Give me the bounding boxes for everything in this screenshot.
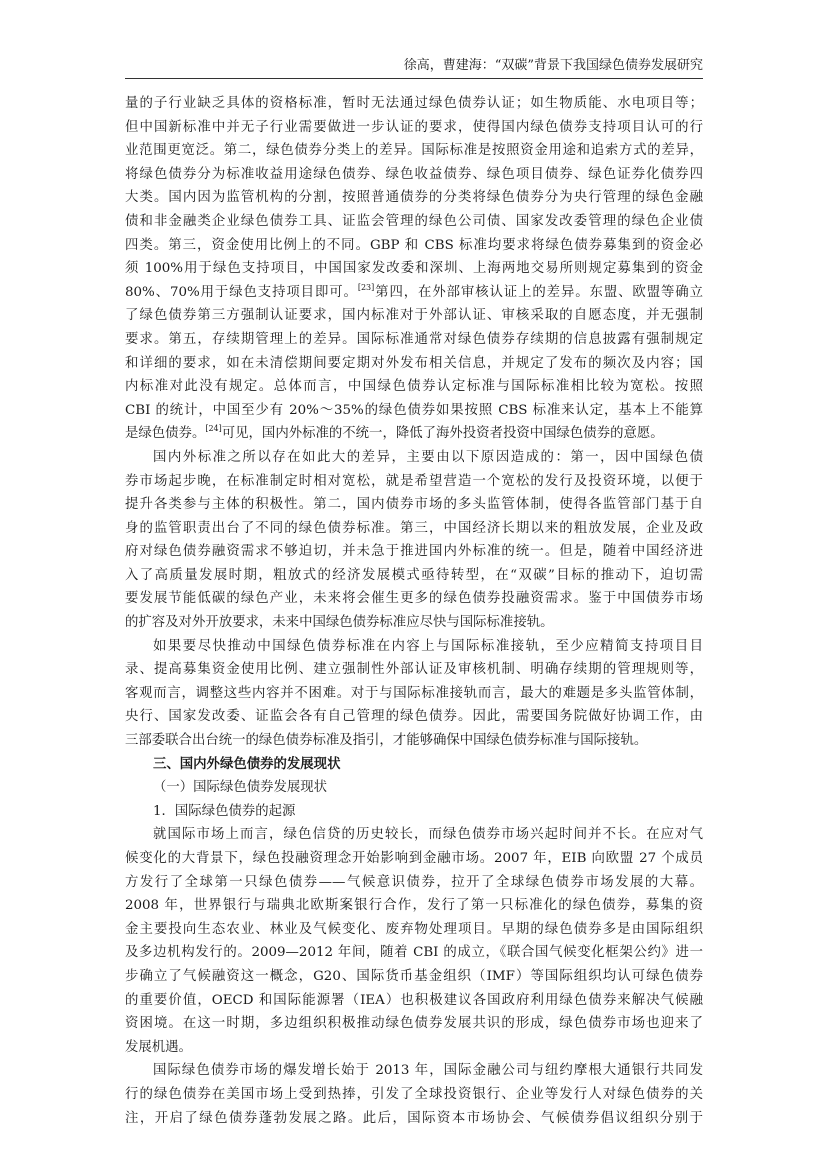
citation-marker: [23] xyxy=(357,282,375,292)
line-text: 须 100%用于绿色支持项目，中国国家发改委和深圳、上海两地交易所则规定募集到的资金 xyxy=(125,261,703,277)
line-text: 金主要投向生态农业、林业及气候变化、废弃物处理项目。早期的绿色债券多是由国际组织 xyxy=(125,921,703,937)
text-line xyxy=(125,918,703,942)
text-line xyxy=(125,611,703,635)
text-line xyxy=(125,328,703,352)
line-text: 步确立了气候融资这一概念，G20、国际货币基金组织（IMF）等国际组织均认可绿色债券 xyxy=(125,968,703,984)
line-text: 方发行了全球第一只绿色债券——气候意识债券，拉开了全球绿色债券市场发展的大幕。 xyxy=(125,874,703,890)
line-text: CBI 的统计，中国至少有 20%～35%的绿色债券如果按照 CBS 标准来认定，基本上不能算 xyxy=(125,402,703,418)
text-line xyxy=(125,139,703,163)
sub-subsection-heading xyxy=(125,800,703,824)
line-text: 如果要尽快推动中国绿色债券标准在内容上与国际标准接轨，至少应精简支持项目目 xyxy=(153,638,703,654)
text-line xyxy=(125,1012,703,1036)
line-text: 量的子行业缺乏具体的资格标准，暂时无法通过绿色债券认证；如生物质能、水电项目等； xyxy=(125,96,703,111)
line-text: 就国际市场上而言，绿色信贷的历史较长，而绿色债券市场兴起时间并不长。在应对气 xyxy=(153,827,703,843)
line-text: 客观而言，调整这些内容并不困难。对于与国际标准接轨而言，最大的难题是多头监管体制， xyxy=(125,685,703,701)
text-line xyxy=(125,163,703,187)
line-text: （一）国际绿色债券发展现状 xyxy=(153,780,328,796)
line-text: 是绿色债券。 xyxy=(125,426,206,442)
text-line xyxy=(125,304,703,328)
line-text: 内标准对此没有规定。总体而言，中国绿色债券认定标准与国际标准相比较为宽松。按照 xyxy=(125,379,703,395)
line-text: 身的监管职责出台了不同的绿色债券标准。第三，中国经济长期以来的粗放发展，企业及政 xyxy=(125,520,703,536)
line-text: 及多边机构发行的。2009—2012 年间，随着 CBI 的成立，《联合国气候变化框架公约》进一 xyxy=(125,945,703,961)
text-line xyxy=(125,470,703,494)
text-line xyxy=(125,989,703,1013)
text-line xyxy=(125,823,703,847)
text-line xyxy=(125,517,703,541)
text-line xyxy=(125,682,703,706)
text-line xyxy=(125,446,703,470)
line-text: 注，开启了绿色债券蓬勃发展之路。此后，国际资本市场协会、气候债券倡议组织分别于 xyxy=(125,1110,703,1126)
line-text: 第四，在外部审核认证上的差异。东盟、欧盟等确立 xyxy=(374,284,703,300)
article-body xyxy=(125,92,703,1130)
text-line xyxy=(125,871,703,895)
text-line xyxy=(125,635,703,659)
text-line xyxy=(125,281,703,305)
line-text: 将绿色债券分为标准收益用途绿色债券、绿色收益债券、绿色项目债券、绿色证券化债券四 xyxy=(125,166,703,182)
line-text: 债和非金融类企业绿色债券工具、证监会管理的绿色公司债、国家发改委管理的绿色企业债 xyxy=(125,213,703,229)
line-text: 入了高质量发展时期，粗放式的经济发展模式亟待转型，在“双碳”目标的推动下，迫切需 xyxy=(125,567,703,583)
text-line xyxy=(125,847,703,871)
line-text: 候变化的大背景下，绿色投融资理念开始影响到金融市场。2007 年，EIB 向欧盟 27 个成员 xyxy=(125,851,703,866)
line-text: 资困境。在这一时期，多边组织积极推动绿色债券发展共识的形成，绿色债券市场也迎来了 xyxy=(125,1016,703,1032)
line-text: 四类。第三，资金使用比例上的不同。GBP 和 CBS 标准均要求将绿色债券募集到的资金必 xyxy=(125,237,703,253)
text-line xyxy=(125,1083,703,1107)
section-heading xyxy=(125,753,703,777)
line-text: 大类。国内因为监管机构的分割，按照普通债券的分类将绿色债券分为央行管理的绿色金融 xyxy=(125,190,703,206)
text-line xyxy=(125,658,703,682)
line-text: 央行、国家发改委、证监会各有自己管理的绿色债券。因此，需要国务院做好协调工作，由 xyxy=(125,709,703,725)
text-line xyxy=(125,92,703,116)
running-head: 徐高，曹建海：“双碳”背景下我国绿色债券发展研究 xyxy=(403,58,703,73)
line-text: 可见，国内外标准的不统一，降低了海外投资者投资中国绿色债券的意愿。 xyxy=(221,426,664,442)
line-text: 2008 年，世界银行与瑞典北欧斯案银行合作，发行了第一只标准化的绿色债券，募集的资 xyxy=(125,898,703,914)
text-line xyxy=(125,116,703,140)
text-line xyxy=(125,705,703,729)
line-text: 的重要价值，OECD 和国际能源署（IEA）也积极建议各国政府利用绿色债券来解决气候融 xyxy=(125,992,703,1008)
text-line xyxy=(125,729,703,753)
line-text: 券市场起步晚，在标准制定时相对宽松，就是希望营造一个宽松的发行及投资环境，以便于 xyxy=(125,473,703,489)
text-line xyxy=(125,1107,703,1131)
citation-marker: [24] xyxy=(205,424,222,434)
text-line xyxy=(125,1059,703,1083)
subsection-heading xyxy=(125,776,703,800)
text-line xyxy=(125,965,703,989)
text-line xyxy=(125,399,703,423)
line-text: 国际绿色债券市场的爆发增长始于 2013 年，国际金融公司与纽约摩根大通银行共同发 xyxy=(153,1063,703,1079)
line-text: 的扩容及对外开放要求，未来中国绿色债券标准应尽快与国际标准接轨。 xyxy=(125,615,554,631)
text-line xyxy=(125,352,703,376)
text-line xyxy=(125,186,703,210)
text-line xyxy=(125,587,703,611)
line-text: 国内外标准之所以存在如此大的差异，主要由以下原因造成的：第一，因中国绿色债 xyxy=(153,449,703,465)
text-line xyxy=(125,210,703,234)
line-text: 录、提高募集资金使用比例、建立强制性外部认证及审核机制、明确存续期的管理规则等， xyxy=(125,662,703,678)
line-text: 提升各类参与主体的积极性。第二，国内债券市场的多头监管体制，使得各监管部门基于自 xyxy=(125,497,703,513)
line-text: 了绿色债券第三方强制认证要求，国内标准对于外部认证、审核采取的自愿态度，并无强制 xyxy=(125,308,703,324)
line-text: 80%、70%用于绿色支持项目即可。 xyxy=(125,284,358,300)
line-text: 1．国际绿色债券的起源 xyxy=(153,803,296,819)
line-text: 和详细的要求，如在未清偿期间要定期对外发布相关信息，并规定了发布的频次及内容；国 xyxy=(125,355,703,371)
header-rule xyxy=(125,78,703,79)
text-line xyxy=(125,894,703,918)
line-text: 府对绿色债券融资需求不够迫切，并未急于推进国内外标准的统一。但是，随着中国经济进 xyxy=(125,544,703,560)
line-text: 三、国内外绿色债券的发展现状 xyxy=(153,755,341,772)
text-line xyxy=(125,1036,703,1060)
line-text: 行的绿色债券在美国市场上受到热捧，引发了全球投资银行、企业等发行人对绿色债券的关 xyxy=(125,1086,703,1102)
line-text: 三部委联合出台统一的绿色债券标准及指引，才能够确保中国绿色债券标准与国际接轨。 xyxy=(125,733,648,749)
line-text: 要求。第五，存续期管理上的差异。国际标准通常对绿色债券存续期的信息披露有强制规定 xyxy=(125,331,703,347)
text-line xyxy=(125,941,703,965)
line-text: 但中国新标准中并无子行业需要做进一步认证的要求，使得国内绿色债券支持项目认可的行 xyxy=(125,119,703,135)
text-line xyxy=(125,493,703,517)
text-line xyxy=(125,422,703,446)
line-text: 发展机遇。 xyxy=(125,1039,192,1055)
text-line xyxy=(125,540,703,564)
line-text: 业范围更宽泛。第二，绿色债券分类上的差异。国际标准是按照资金用途和追索方式的差异， xyxy=(125,143,703,159)
text-line xyxy=(125,257,703,281)
text-line xyxy=(125,375,703,399)
text-line xyxy=(125,564,703,588)
line-text: 要发展节能低碳的绿色产业，未来将会催生更多的绿色债券投融资需求。鉴于中国债券市场 xyxy=(125,591,703,607)
text-line xyxy=(125,234,703,258)
